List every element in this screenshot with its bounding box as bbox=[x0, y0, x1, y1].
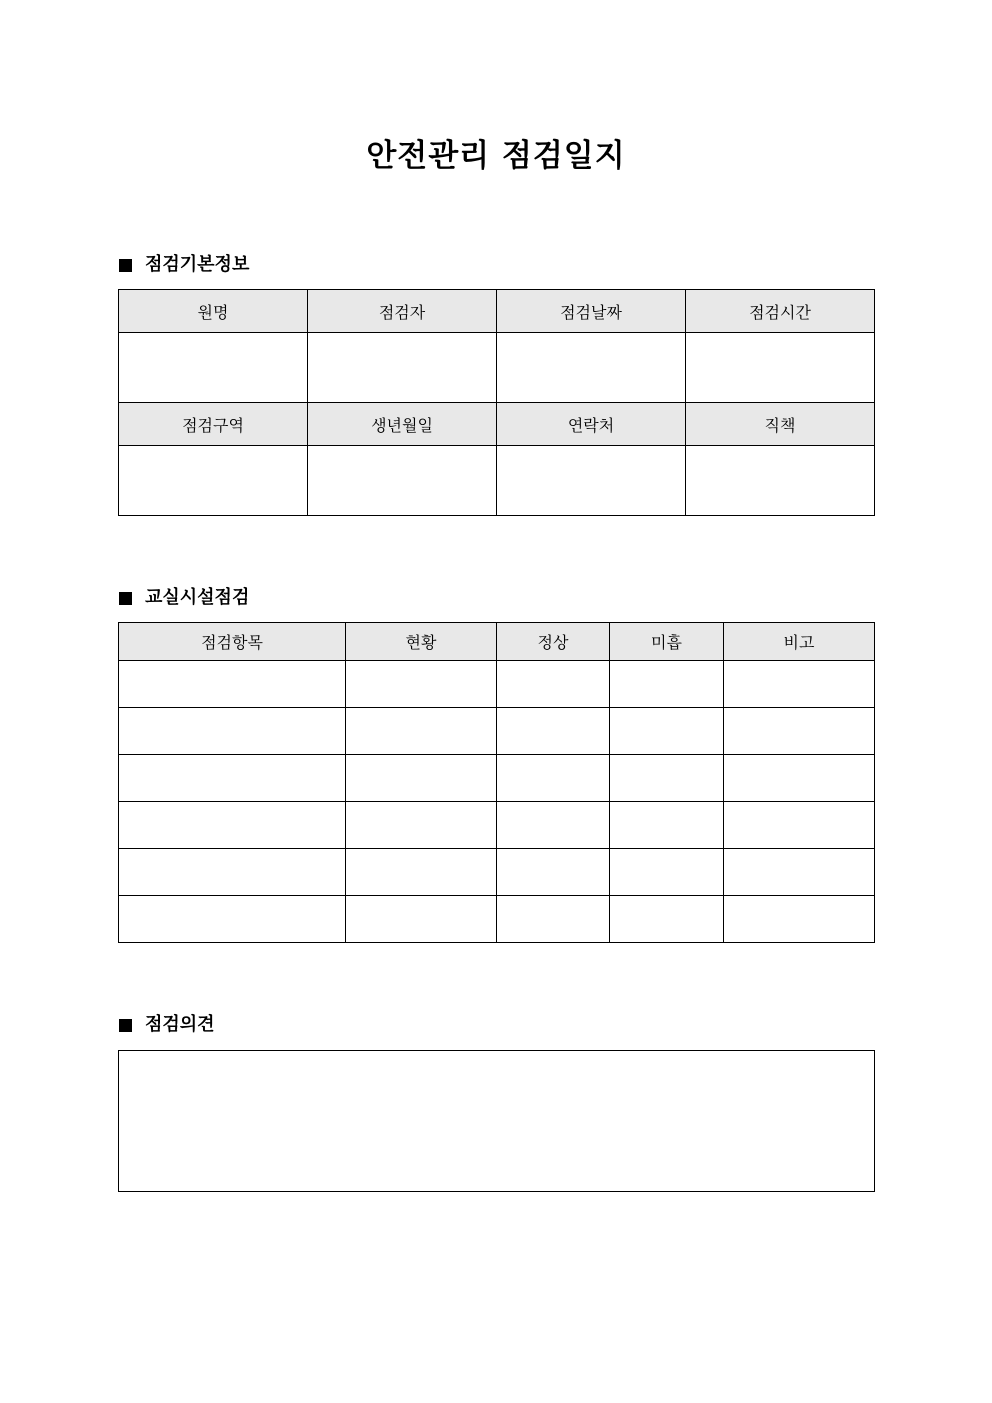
section-heading-basic-info bbox=[119, 253, 249, 277]
header-cell-item: 점검항목 bbox=[119, 623, 346, 661]
table-row bbox=[119, 446, 875, 516]
header-cell-time: 점검시간 bbox=[686, 290, 875, 333]
section-heading-label: 점검기본정보 bbox=[145, 254, 250, 275]
input-cell-status[interactable] bbox=[346, 802, 497, 849]
table-row bbox=[119, 802, 875, 849]
input-cell-remarks[interactable] bbox=[724, 802, 875, 849]
table-row bbox=[119, 849, 875, 896]
opinion-textbox[interactable] bbox=[118, 1050, 875, 1192]
input-cell-inspector[interactable] bbox=[308, 333, 497, 403]
input-cell-item[interactable] bbox=[119, 661, 346, 708]
input-cell-name[interactable] bbox=[119, 333, 308, 403]
input-cell-insufficient[interactable] bbox=[610, 755, 724, 802]
input-cell-insufficient[interactable] bbox=[610, 708, 724, 755]
black-square-icon bbox=[119, 259, 132, 272]
basic-info-table bbox=[118, 289, 875, 516]
table-row bbox=[119, 896, 875, 943]
input-cell-item[interactable] bbox=[119, 849, 346, 896]
table-row bbox=[119, 333, 875, 403]
input-cell-insufficient[interactable] bbox=[610, 661, 724, 708]
header-cell-insufficient: 미흡 bbox=[610, 623, 724, 661]
header-cell-status: 현황 bbox=[346, 623, 497, 661]
table-header-row bbox=[119, 403, 875, 446]
input-cell-item[interactable] bbox=[119, 755, 346, 802]
section-heading-opinion bbox=[119, 1013, 215, 1037]
facility-check-table bbox=[118, 622, 875, 943]
input-cell-item[interactable] bbox=[119, 708, 346, 755]
table-header-row bbox=[119, 290, 875, 333]
input-cell-area[interactable] bbox=[119, 446, 308, 516]
input-cell-birthdate[interactable] bbox=[308, 446, 497, 516]
page-title: 안전관리 점검일지 bbox=[366, 138, 626, 174]
header-cell-name: 원명 bbox=[119, 290, 308, 333]
input-cell-contact[interactable] bbox=[497, 446, 686, 516]
input-cell-date[interactable] bbox=[497, 333, 686, 403]
input-cell-insufficient[interactable] bbox=[610, 802, 724, 849]
input-cell-position[interactable] bbox=[686, 446, 875, 516]
input-cell-item[interactable] bbox=[119, 896, 346, 943]
header-cell-remarks: 비고 bbox=[724, 623, 875, 661]
input-cell-normal[interactable] bbox=[497, 755, 610, 802]
input-cell-normal[interactable] bbox=[497, 896, 610, 943]
table-header-row bbox=[119, 623, 875, 661]
header-cell-area: 점검구역 bbox=[119, 403, 308, 446]
input-cell-time[interactable] bbox=[686, 333, 875, 403]
input-cell-remarks[interactable] bbox=[724, 661, 875, 708]
section-heading-label: 점검의견 bbox=[145, 1014, 215, 1035]
input-cell-item[interactable] bbox=[119, 802, 346, 849]
section-heading-label: 교실시설점검 bbox=[145, 587, 250, 608]
input-cell-remarks[interactable] bbox=[724, 896, 875, 943]
input-cell-normal[interactable] bbox=[497, 802, 610, 849]
header-cell-date: 점검날짜 bbox=[497, 290, 686, 333]
input-cell-insufficient[interactable] bbox=[610, 896, 724, 943]
input-cell-status[interactable] bbox=[346, 849, 497, 896]
table-row bbox=[119, 708, 875, 755]
header-cell-contact: 연락처 bbox=[497, 403, 686, 446]
table-row bbox=[119, 755, 875, 802]
header-cell-birthdate: 생년월일 bbox=[308, 403, 497, 446]
input-cell-normal[interactable] bbox=[497, 849, 610, 896]
header-cell-position: 직책 bbox=[686, 403, 875, 446]
input-cell-remarks[interactable] bbox=[724, 755, 875, 802]
input-cell-remarks[interactable] bbox=[724, 849, 875, 896]
section-heading-facility-check bbox=[119, 586, 249, 610]
black-square-icon bbox=[119, 592, 132, 605]
input-cell-status[interactable] bbox=[346, 896, 497, 943]
input-cell-normal[interactable] bbox=[497, 708, 610, 755]
header-cell-inspector: 점검자 bbox=[308, 290, 497, 333]
input-cell-normal[interactable] bbox=[497, 661, 610, 708]
input-cell-status[interactable] bbox=[346, 755, 497, 802]
header-cell-normal: 정상 bbox=[497, 623, 610, 661]
input-cell-remarks[interactable] bbox=[724, 708, 875, 755]
black-square-icon bbox=[119, 1019, 132, 1032]
input-cell-status[interactable] bbox=[346, 661, 497, 708]
input-cell-status[interactable] bbox=[346, 708, 497, 755]
table-row bbox=[119, 661, 875, 708]
input-cell-insufficient[interactable] bbox=[610, 849, 724, 896]
